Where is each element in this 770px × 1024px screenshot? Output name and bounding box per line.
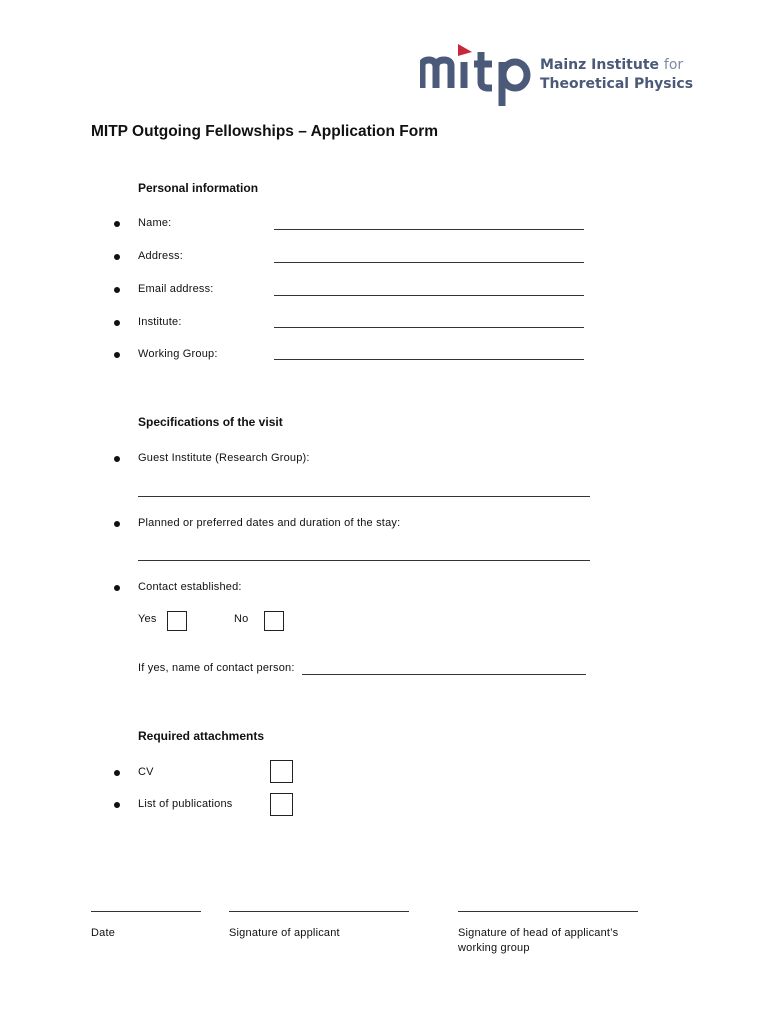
date-label: Date bbox=[91, 927, 116, 939]
visit-heading: Specifications of the visit bbox=[138, 415, 283, 429]
contact-person-field[interactable] bbox=[302, 674, 586, 675]
institute-label: Institute: bbox=[138, 316, 182, 328]
email-field[interactable] bbox=[274, 295, 584, 296]
contact-no-checkbox[interactable] bbox=[264, 611, 284, 631]
cv-checkbox[interactable] bbox=[270, 760, 293, 783]
publications-label: List of publications bbox=[138, 798, 233, 810]
contact-established-label: Contact established: bbox=[138, 581, 242, 593]
personal-info-heading: Personal information bbox=[138, 181, 259, 195]
head-signature-line[interactable] bbox=[458, 911, 638, 912]
bullet bbox=[114, 221, 120, 227]
head-signature-label: Signature of head of applicant’s working group bbox=[458, 927, 619, 954]
applicant-signature-label: Signature of applicant bbox=[229, 927, 340, 939]
bullet bbox=[114, 802, 120, 808]
bullet bbox=[114, 352, 120, 358]
bullet bbox=[114, 254, 120, 260]
cv-label: CV bbox=[138, 766, 154, 778]
no-label: No bbox=[234, 613, 249, 625]
institute-field[interactable] bbox=[274, 327, 584, 328]
bullet bbox=[114, 521, 120, 527]
date-line[interactable] bbox=[91, 911, 201, 912]
address-label: Address: bbox=[138, 250, 184, 262]
guest-institute-field[interactable] bbox=[138, 496, 590, 497]
mitp-logo-mark bbox=[420, 42, 540, 108]
bullet bbox=[114, 585, 120, 591]
publications-checkbox[interactable] bbox=[270, 793, 293, 816]
applicant-signature-line[interactable] bbox=[229, 911, 409, 912]
yes-label: Yes bbox=[138, 613, 157, 625]
bullet bbox=[114, 320, 120, 326]
name-field[interactable] bbox=[274, 229, 584, 230]
email-label: Email address: bbox=[138, 283, 214, 295]
working-group-field[interactable] bbox=[274, 359, 584, 360]
address-field[interactable] bbox=[274, 262, 584, 263]
bullet bbox=[114, 456, 120, 462]
contact-yes-checkbox[interactable] bbox=[167, 611, 187, 631]
bullet bbox=[114, 770, 120, 776]
bullet bbox=[114, 287, 120, 293]
form-title: MITP Outgoing Fellowships – Application Form bbox=[91, 123, 439, 140]
logo-institute-name: Mainz Institute for Theoretical Physics bbox=[540, 57, 694, 92]
dates-label: Planned or preferred dates and duration of the stay: bbox=[138, 517, 401, 529]
attachments-heading: Required attachments bbox=[138, 729, 265, 743]
contact-person-label: If yes, name of contact person: bbox=[138, 662, 295, 674]
working-group-label: Working Group: bbox=[138, 348, 218, 360]
guest-institute-label: Guest Institute (Research Group): bbox=[138, 452, 310, 464]
name-label: Name: bbox=[138, 217, 172, 229]
dates-field[interactable] bbox=[138, 560, 590, 561]
